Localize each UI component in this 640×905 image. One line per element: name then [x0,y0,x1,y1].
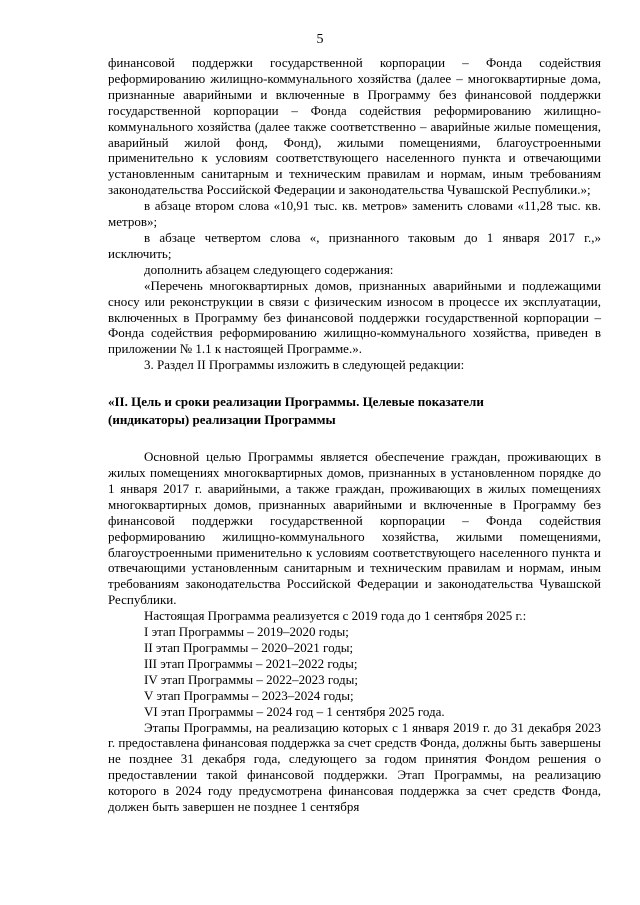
paragraph-stages-completion: Этапы Программы, на реализацию которых с 1 января 2019 г. до 31 декабря 2023 г. предоставлена финансовая поддержка за счет средств Фонда, должны быть завершены не позднее 31 декабря года, следующего за годом принятия Фондом решения о предоставлении такой финансовой поддержки. Этап Программы, на реализацию которого в 2024 году предусмотрена финансовая поддержка за счет средств Фонда, должен быть завершен не позднее 1 сентября [108,719,601,815]
section-title-line1: «II. Цель и сроки реализации Программы. Целевые показатели [108,394,484,410]
stage-item: VI этап Программы – 2024 год – 1 сентября 2025 года. [144,703,445,719]
paragraph-section-change: 3. Раздел II Программы изложить в следующей редакции: [144,357,465,373]
stage-item: I этап Программы – 2019–2020 годы; [144,624,349,640]
section-title-line2: (индикаторы) реализации Программы [108,412,336,428]
page-number: 5 [316,32,324,47]
section-title [108,393,601,429]
paragraph-add-intro: дополнить абзацем следующего содержания: [144,261,394,277]
paragraph-continuation: финансовой поддержки государственной корпорации – Фонда содействия реформированию жилищно-коммунального хозяйства (далее – многоквартирные дома, признанные аварийными и включенные в Программу без финансовой поддержки государственной корпорации – Фонда содействия реформированию жилищно-коммунального хозяйства (далее также соответственно – аварийные жилые помещения, аварийный жилой фонд, Фонд), жилыми помещениями, благоустроенными применительно к условиям соответствующего населенного пункта и отвечающими установленным санитарным и техническим правилам и нормам, иным требованиям законодательства Российской Федерации и законодательства Чувашской Республики.»; [108,55,601,198]
paragraph-amend-4: в абзаце четвертом слова «, признанного таковым до 1 января 2017 г.,» исключить; [108,229,601,261]
stage-item: IV этап Программы – 2022–2023 годы; [144,671,358,687]
stage-item: III этап Программы – 2021–2022 годы; [144,655,358,671]
paragraph-term: Настоящая Программа реализуется с 2019 года до 1 сентября 2025 г.: [144,608,527,624]
paragraph-goal: Основной целью Программы является обеспечение граждан, проживающих в жилых помещениях многоквартирных домов, признанных в установленном порядке до 1 января 2017 г. аварийными, а также граждан, проживающих в жилых помещениях многоквартирных домов, признанных аварийными и включенные в Программу без финансовой поддержки государственной корпорации – Фонда содействия реформированию жилищно-коммунального хозяйства, жилыми помещениями, благоустроенными применительно к условиям соответствующего населенного пункта и отвечающими установленным санитарным и техническим правилам и нормам, иным требованиям законодательства Российской Федерации и законодательства Чувашской Республики. [108,449,601,608]
paragraph-added-text: «Перечень многоквартирных домов, признанных аварийными и подлежащими сносу или реконструкции в связи с физическим износом в процессе их эксплуатации, включенных в Программу без финансовой поддержки государственной корпорации – Фонда содействия реформированию жилищно-коммунального хозяйства, приведен в приложении № 1.1 к настоящей Программе.». [108,277,601,357]
stage-item: II этап Программы – 2020–2021 годы; [144,640,354,655]
paragraph-amend-2: в абзаце втором слова «10,91 тыс. кв. метров» заменить словами «11,28 тыс. кв. метров»; [108,198,601,230]
stage-item: V этап Программы – 2023–2024 годы; [144,687,354,703]
document-body [108,55,601,815]
